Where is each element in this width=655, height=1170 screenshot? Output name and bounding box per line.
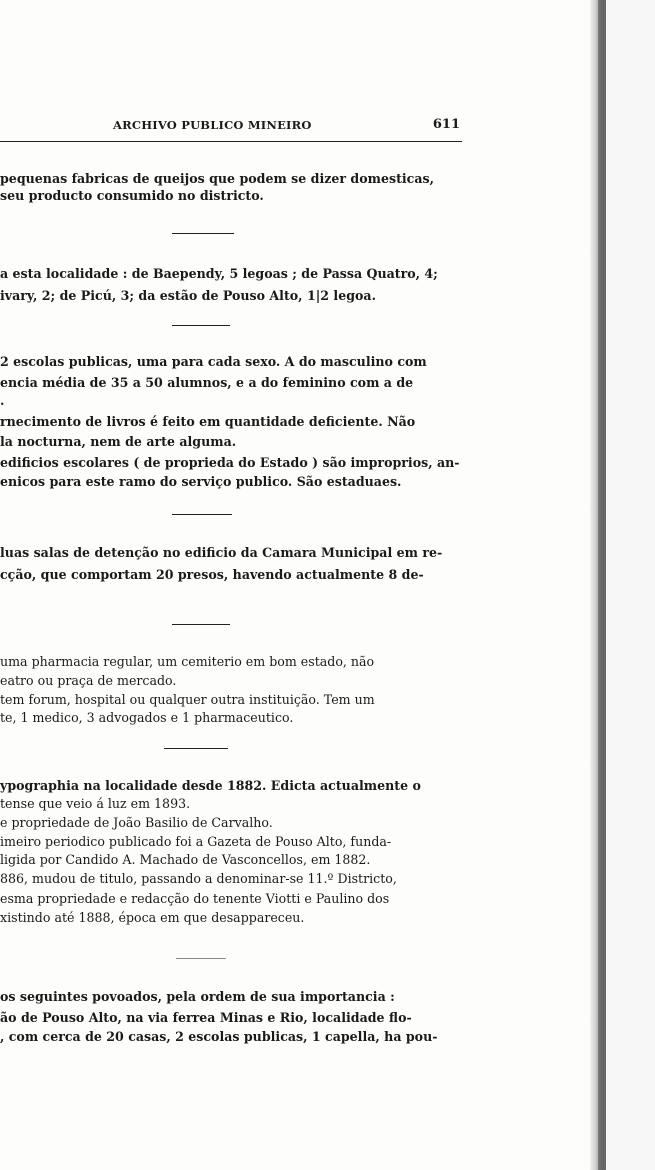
text-line: imeiro periodico publicado foi a Gazeta de Pouso Alto, funda- bbox=[0, 834, 392, 849]
text-line: , com cerca de 20 casas, 2 escolas publicas, 1 capella, ha pou- bbox=[0, 1029, 438, 1044]
section-separator bbox=[164, 748, 228, 749]
text-line: luas salas de detenção no edificio da Camara Municipal em re- bbox=[0, 545, 443, 560]
text-line: rnecimento de livros é feito em quantidade deficiente. Não bbox=[0, 414, 416, 429]
text-line: uma pharmacia regular, um cemiterio em bom estado, não bbox=[0, 654, 375, 669]
text-line: cção, que comportam 20 presos, havendo actualmente 8 de- bbox=[0, 567, 424, 582]
text-line: enicos para este ramo do serviço publico. São estaduaes. bbox=[0, 474, 402, 489]
page-number: 611 bbox=[432, 117, 460, 132]
text-line: ão de Pouso Alto, na via ferrea Minas e Rio, localidade flo- bbox=[0, 1010, 412, 1025]
text-line: ligida por Candido A. Machado de Vasconcellos, em 1882. bbox=[0, 852, 371, 867]
section-separator bbox=[172, 233, 234, 234]
text-line: ivary, 2; de Picú, 3; da estão de Pouso Alto, 1|2 legoa. bbox=[0, 288, 376, 303]
text-line: encia média de 35 a 50 alumnos, e a do feminino com a de bbox=[0, 375, 414, 390]
section-separator bbox=[176, 958, 226, 959]
text-line: eatro ou praça de mercado. bbox=[0, 673, 177, 688]
header-title: ARCHIVO PUBLICO MINEIRO bbox=[113, 118, 312, 132]
section-separator bbox=[172, 624, 230, 625]
scan-background bbox=[606, 0, 655, 1170]
section-separator bbox=[172, 325, 230, 326]
running-header bbox=[0, 118, 462, 138]
text-line: 886, mudou de titulo, passando a denominar-se 11.º Districto, bbox=[0, 871, 397, 886]
text-line: pequenas fabricas de queijos que podem se dizer domesticas, bbox=[0, 171, 434, 186]
text-line: edificios escolares ( de proprieda do Estado ) são improprios, an- bbox=[0, 455, 460, 470]
text-line: tense que veio á luz em 1893. bbox=[0, 796, 191, 811]
text-line: 2 escolas publicas, uma para cada sexo. A do masculino com bbox=[0, 354, 427, 369]
text-line: os seguintes povoados, pela ordem de sua importancia : bbox=[0, 989, 395, 1004]
text-line: te, 1 medico, 3 advogados e 1 pharmaceutico. bbox=[0, 710, 294, 725]
text-line: xistindo até 1888, época em que desappareceu. bbox=[0, 910, 305, 925]
header-rule bbox=[0, 141, 462, 142]
text-line: la nocturna, nem de arte alguma. bbox=[0, 434, 237, 449]
text-line: tem forum, hospital ou qualquer outra instituição. Tem um bbox=[0, 692, 375, 707]
section-separator bbox=[172, 514, 232, 515]
text-line: ypographia na localidade desde 1882. Edicta actualmente o bbox=[0, 778, 421, 793]
text-line: a esta localidade : de Baependy, 5 legoas ; de Passa Quatro, 4; bbox=[0, 266, 438, 281]
text-line: e propriedade de João Basilio de Carvalho. bbox=[0, 815, 273, 830]
text-line: seu producto consumido no districto. bbox=[0, 188, 264, 203]
text-line: . bbox=[0, 393, 5, 408]
text-line: esma propriedade e redacção do tenente Viotti e Paulino dos bbox=[0, 891, 390, 906]
book-spine-edge bbox=[598, 0, 606, 1170]
